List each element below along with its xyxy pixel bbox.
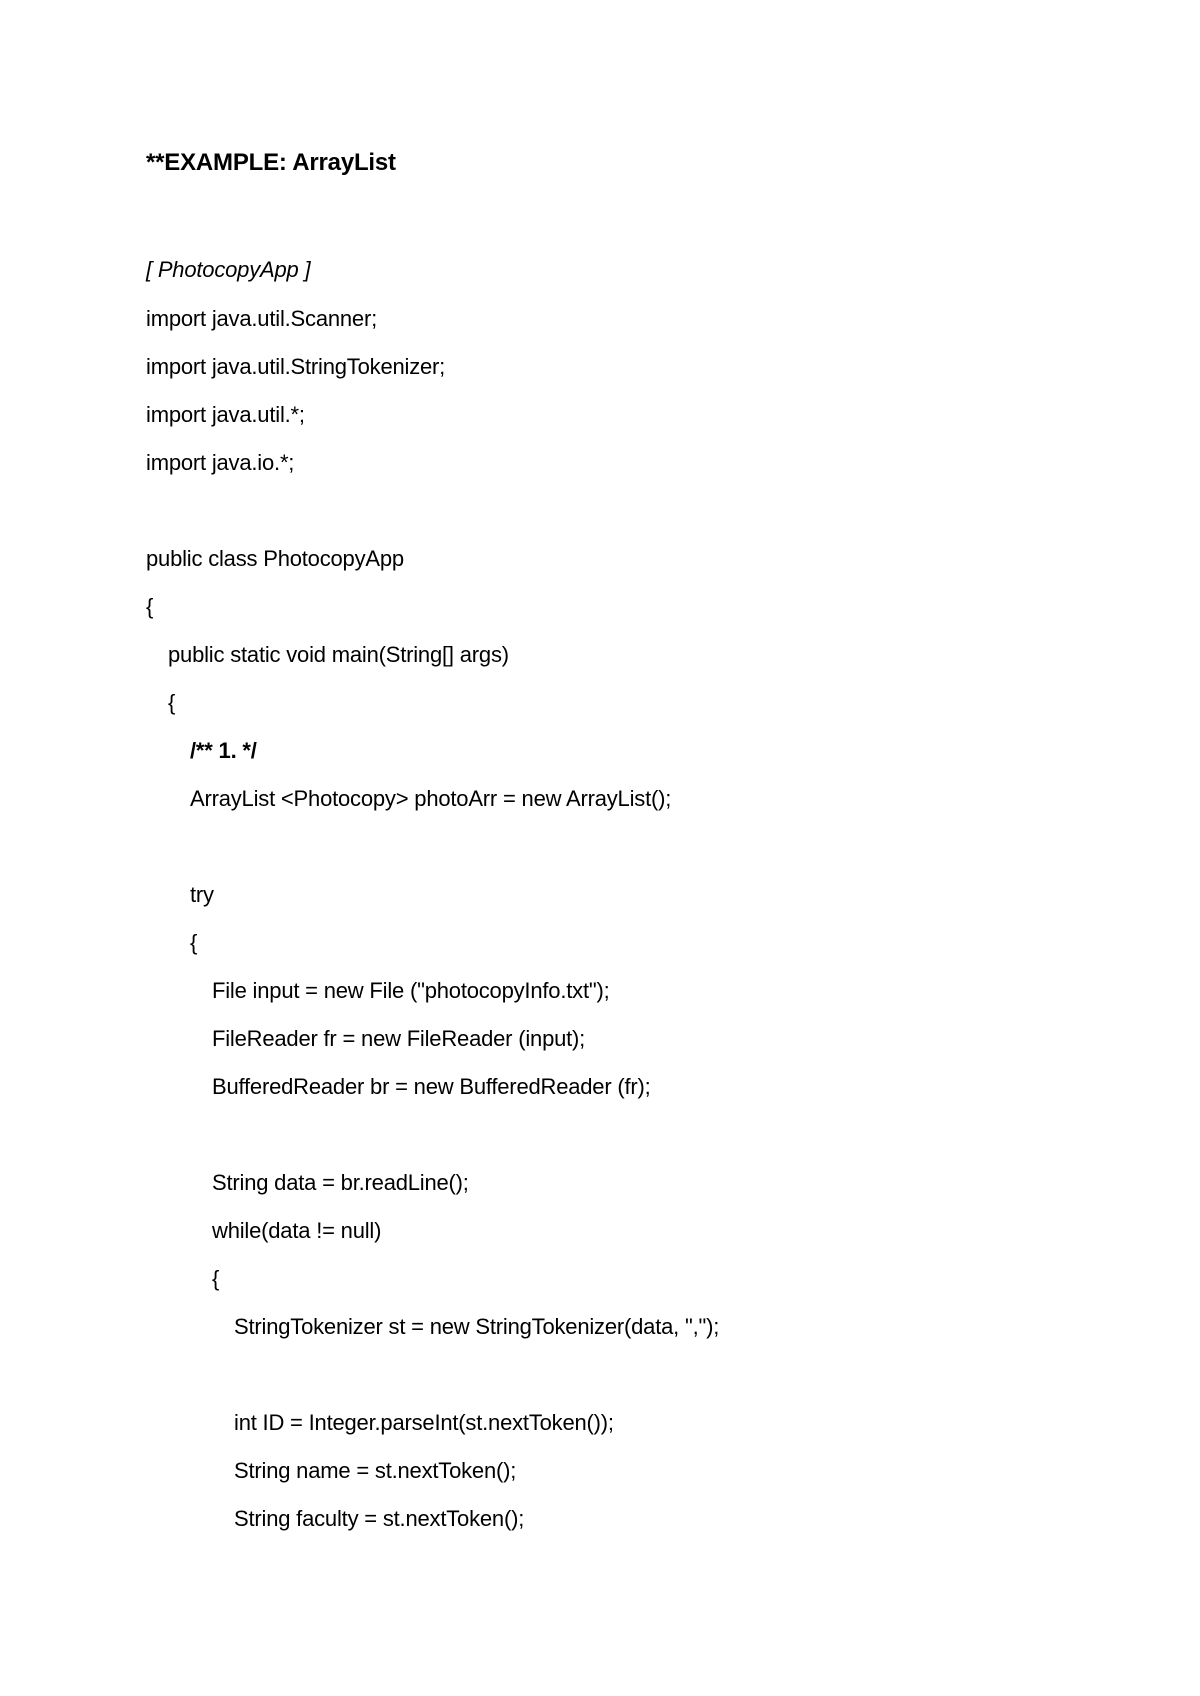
code-line-int-id: int ID = Integer.parseInt(st.nextToken()); — [234, 1410, 614, 1435]
code-line-string-faculty: String faculty = st.nextToken(); — [234, 1506, 525, 1531]
code-line-class-open-brace: { — [146, 594, 154, 619]
code-line-file-input: File input = new File ("photocopyInfo.txt"); — [212, 978, 610, 1003]
code-line-arraylist: ArrayList <Photocopy> photoArr = new ArrayList(); — [190, 786, 672, 811]
code-line-import-io: import java.io.*; — [146, 450, 295, 475]
code-line-main-method: public static void main(String[] args) — [168, 642, 509, 667]
code-line-try: try — [190, 882, 214, 907]
class-label: [ PhotocopyApp ] — [146, 257, 311, 282]
code-line-while: while(data != null) — [212, 1218, 382, 1243]
code-line-try-open-brace: { — [190, 930, 198, 955]
code-line-import-scanner: import java.util.Scanner; — [146, 306, 377, 331]
code-line-string-name: String name = st.nextToken(); — [234, 1458, 517, 1483]
code-line-class-declaration: public class PhotocopyApp — [146, 546, 404, 571]
code-line-main-open-brace: { — [168, 690, 176, 715]
code-line-while-open-brace: { — [212, 1266, 220, 1291]
code-line-filereader: FileReader fr = new FileReader (input); — [212, 1026, 586, 1051]
code-line-stringtokenizer: StringTokenizer st = new StringTokenizer(data, ","); — [234, 1314, 720, 1339]
code-line-import-util: import java.util.*; — [146, 402, 305, 427]
document-title: **EXAMPLE: ArrayList — [146, 149, 396, 176]
code-line-import-stringtokenizer: import java.util.StringTokenizer; — [146, 354, 446, 379]
code-line-comment: /** 1. */ — [190, 738, 257, 763]
code-line-string-data: String data = br.readLine(); — [212, 1170, 469, 1195]
code-line-bufferedreader: BufferedReader br = new BufferedReader (fr); — [212, 1074, 651, 1099]
